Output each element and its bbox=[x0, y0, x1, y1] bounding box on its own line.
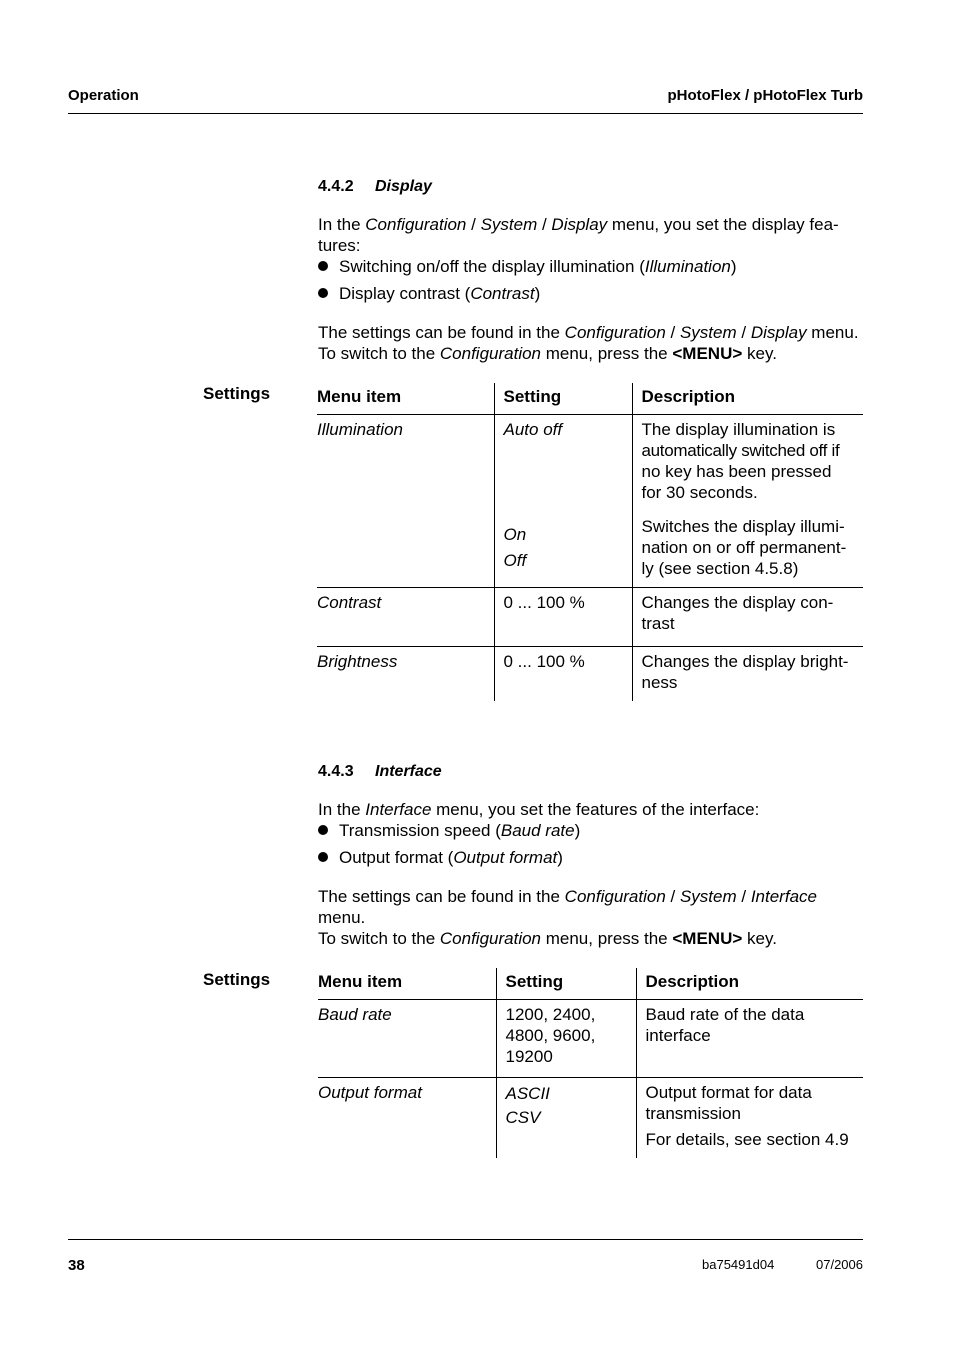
display-bullet-contrast: Display contrast (Contrast) bbox=[318, 283, 540, 304]
col-header-description: Description bbox=[632, 383, 863, 415]
section-number: 4.4.3 bbox=[318, 763, 354, 780]
display-settings-location: The settings can be found in the Configuration / System / Display menu. To switch to the Configuration menu, press the <MENU> key. bbox=[318, 323, 859, 363]
table-header-row bbox=[317, 383, 863, 415]
col-header-setting: Setting bbox=[496, 968, 636, 1000]
display-bullet-illumination: Switching on/off the display illumination (Illumination) bbox=[318, 256, 737, 277]
setting-contrast: 0 ... 100 % bbox=[494, 588, 632, 647]
display-settings-table bbox=[317, 383, 863, 701]
table-row bbox=[318, 1078, 863, 1159]
page-number: 38 bbox=[68, 1257, 85, 1274]
menu-item-baud-rate: Baud rate bbox=[318, 1005, 392, 1024]
section-number: 4.4.2 bbox=[318, 178, 354, 195]
settings-label-display: Settings bbox=[203, 384, 271, 403]
setting-brightness: 0 ... 100 % bbox=[494, 647, 632, 702]
table-header-row bbox=[318, 968, 863, 1000]
description-output-format: Output format for data transmission For details, see section 4.9 bbox=[636, 1078, 863, 1159]
menu-item-output-format: Output format bbox=[318, 1078, 496, 1159]
bullet-icon bbox=[318, 288, 328, 298]
col-header-setting: Setting bbox=[494, 383, 632, 415]
section-heading-interface bbox=[318, 763, 442, 781]
header-product: pHotoFlex / pHotoFlex Turb bbox=[667, 87, 863, 104]
interface-bullet-baud: Transmission speed (Baud rate) bbox=[318, 820, 580, 841]
col-header-menu-item: Menu item bbox=[318, 968, 496, 1000]
table-row bbox=[317, 647, 863, 702]
bullet-icon bbox=[318, 261, 328, 271]
section-title: Interface bbox=[375, 763, 442, 780]
header-section: Operation bbox=[68, 87, 139, 104]
table-row bbox=[317, 415, 863, 588]
interface-settings-location: The settings can be found in the Configuration / System / Interface menu. To switch to the Configuration menu, press the <MENU> key. bbox=[318, 887, 817, 948]
settings-label-interface: Settings bbox=[203, 970, 271, 989]
col-header-menu-item: Menu item bbox=[317, 383, 494, 415]
section-title: Display bbox=[375, 178, 432, 195]
interface-settings-table bbox=[318, 968, 863, 1158]
menu-item-contrast: Contrast bbox=[317, 588, 494, 647]
interface-intro: In the Interface menu, you set the features of the interface: bbox=[318, 800, 760, 819]
description-baud-rate: Baud rate of the data interface bbox=[636, 1000, 863, 1078]
setting-illumination: Auto off On Off bbox=[494, 415, 632, 588]
description-illumination: The display illumination is automatically switched off if no key has been pressed for 30 seconds. Switches the display illumi- nation on or off permanent- ly (see section 4.5.8) bbox=[632, 415, 863, 588]
display-intro: In the Configuration / System / Display menu, you set the display fea- tures: bbox=[318, 215, 839, 255]
footer-rule bbox=[68, 1239, 863, 1240]
menu-item-illumination: Illumination bbox=[317, 420, 403, 439]
menu-item-brightness: Brightness bbox=[317, 647, 494, 702]
setting-output-format: ASCII CSV bbox=[496, 1078, 636, 1159]
table-row bbox=[318, 1000, 863, 1078]
description-contrast: Changes the display con- trast bbox=[632, 588, 863, 647]
col-header-description: Description bbox=[636, 968, 863, 1000]
description-brightness: Changes the display bright- ness bbox=[632, 647, 863, 702]
setting-baud-rate: 1200, 2400, 4800, 9600, 19200 bbox=[496, 1000, 636, 1078]
interface-bullet-output: Output format (Output format) bbox=[318, 847, 563, 868]
document-id: ba75491d04 bbox=[702, 1257, 775, 1272]
section-heading-display bbox=[318, 178, 432, 196]
table-row bbox=[317, 588, 863, 647]
bullet-icon bbox=[318, 852, 328, 862]
header-rule bbox=[68, 113, 863, 114]
document-date: 07/2006 bbox=[816, 1257, 863, 1272]
bullet-icon bbox=[318, 825, 328, 835]
